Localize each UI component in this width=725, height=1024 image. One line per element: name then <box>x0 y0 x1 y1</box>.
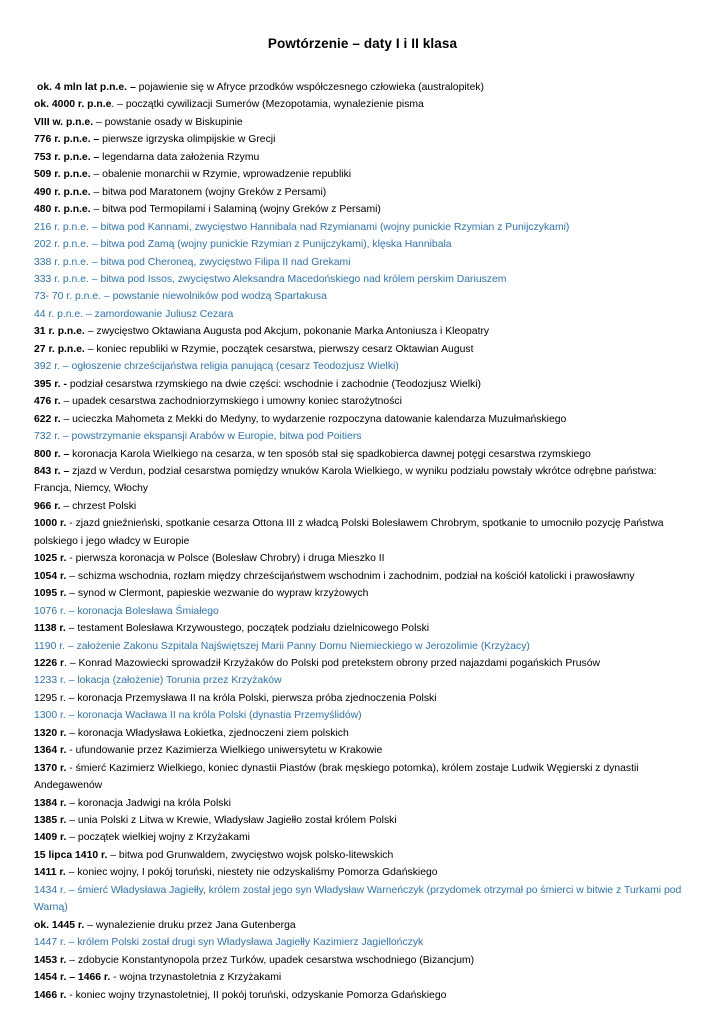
entry-date: 392 r. <box>34 361 60 373</box>
timeline-entry <box>34 149 694 166</box>
entry-description: – bitwa pod Maratonem (wojny Greków z Persami) <box>90 186 327 198</box>
entry-date: 509 r. p.n.e. <box>34 169 91 181</box>
entry-description: – unia Polski z Litwa w Krewie, Władysław Jagiełło został królem Polski <box>66 815 397 827</box>
timeline-entry <box>34 114 694 131</box>
entry-description: koronacja Karola Wielkiego na cesarza, w ten sposób stał się spadkobierca dawnej potęgi cesarstwa rzymskiego <box>69 448 591 460</box>
timeline-entry <box>34 882 694 917</box>
timeline-entry <box>34 236 694 253</box>
entry-date: 753 r. p.n.e. – <box>34 151 100 163</box>
entry-date: VIII w. p.n.e. <box>34 116 94 128</box>
entry-description: – obalenie monarchii w Rzymie, wprowadzenie republiki <box>90 169 352 181</box>
entry-date: ok. 4 mln lat p.n.e. – <box>37 82 136 93</box>
entry-date: 1466 r. <box>34 989 67 1001</box>
entry-date: 1000 r. <box>34 518 67 530</box>
entry-date: 395 r. - <box>34 378 67 390</box>
entry-date: 480 r. p.n.e. <box>34 204 91 216</box>
timeline-entry <box>34 829 694 846</box>
entry-description: - zjazd gnieźnieński, spotkanie cesarza Ottona III z władcą Polski Bolesławem Chrobrym, spotkanie to umocniło pozycję Państwa polskiego i jego władcy w Europie <box>34 518 664 547</box>
timeline-entry <box>34 323 694 340</box>
entry-description: – lokacja (założenie) Torunia przez Krzyżaków <box>65 675 282 687</box>
timeline-entry <box>34 707 694 724</box>
timeline-entry <box>34 446 694 463</box>
entry-description: . – Konrad Mazowiecki sprowadził Krzyżaków do Polski pod pretekstem obrony przed najazdami pogańskich Prusów <box>64 657 600 669</box>
entry-date: 622 r. <box>34 413 61 425</box>
entry-description: – schizma wschodnia, rozłam między chrześcijaństwem wschodnim i zachodnim, podział na kościół katolicki i prawosławny <box>66 570 635 582</box>
entry-date: ok. 4000 r. p.n.e <box>34 99 112 111</box>
entry-date: 1295 r. <box>34 692 66 704</box>
entry-description: – ucieczka Mahometa z Mekki do Medyny, to wydarzenie rozpoczyna datowanie kalendarza Muzułmańskiego <box>60 413 567 425</box>
entry-description: – zamordowanie Juliusz Cezara <box>83 308 234 320</box>
entry-description: legendarna data założenia Rzymu <box>99 151 260 163</box>
entry-date: 1454 r. – 1466 r. <box>34 972 111 984</box>
timeline-entry <box>34 620 694 637</box>
entry-description: – testament Bolesława Krzywoustego, początek podziału dzielnicowego Polski <box>65 623 430 635</box>
entry-description: – koronacja Przemysława II na króla Polski, pierwsza próba zjednoczenia Polski <box>65 692 437 704</box>
timeline-entry <box>34 498 694 515</box>
entry-description: podział cesarstwa rzymskiego na dwie części: wschodnie i zachodnie (Teodozjusz Wielki) <box>66 378 482 390</box>
entry-date: 44 r. p.n.e. <box>34 308 84 320</box>
entry-date: 1095 r. <box>34 588 67 600</box>
timeline-entry <box>34 760 694 795</box>
entry-date: 1054 r. <box>34 570 67 582</box>
entry-description: – bitwa pod Termopilami i Salaminą (wojny Greków z Persami) <box>90 204 381 216</box>
timeline-entry <box>34 96 694 113</box>
entry-description: . – początki cywilizacji Sumerów (Mezopotamia, wynalezienie pisma <box>111 99 424 111</box>
timeline-entry <box>34 463 694 498</box>
entry-date: 1226 r <box>34 657 65 669</box>
timeline-entry <box>34 585 694 602</box>
entry-date: 1409 r. <box>34 832 67 844</box>
entry-description: – wynalezienie druku przez Jana Gutenberga <box>84 919 296 931</box>
timeline-entry <box>34 847 694 864</box>
entry-date: 1411 r. <box>34 867 66 879</box>
timeline-entry <box>34 568 694 585</box>
entry-date: 15 lipca 1410 r. <box>34 849 108 861</box>
entry-description: – bitwa pod Zamą (wojny punickie Rzymian z Punijczykami), klęska Hannibala <box>88 239 452 251</box>
timeline-entry <box>34 952 694 969</box>
entry-date: 1190 r. <box>34 640 66 652</box>
entry-description: – koniec wojny, I pokój toruński, niestety nie odzyskaliśmy Pomorza Gdańskiego <box>65 867 438 879</box>
timeline-entry <box>34 201 694 218</box>
entry-date: 1447 r. <box>34 937 66 949</box>
timeline-entry <box>34 550 694 567</box>
timeline-entry <box>34 393 694 410</box>
entry-description: – początek wielkiej wojny z Krzyżakami <box>66 832 250 844</box>
entry-date: 966 r. <box>34 500 61 512</box>
timeline-entry <box>34 655 694 672</box>
entry-date: 1370 r. <box>34 762 67 774</box>
entry-date: 202 r. p.n.e. <box>34 239 89 251</box>
timeline-entry <box>34 271 694 288</box>
entry-description: – powstanie niewolników pod wodzą Spartakusa <box>101 291 327 303</box>
entry-description: – upadek cesarstwa zachodniorzymskiego i umowny koniec starożytności <box>60 396 402 408</box>
entry-date: 800 r. – <box>34 448 70 460</box>
entry-description: - ufundowanie przez Kazimierza Wielkiego uniwersytetu w Krakowie <box>66 745 383 757</box>
entry-date: 1320 r. <box>34 727 67 739</box>
entry-description: – koronacja Jadwigi na króla Polski <box>66 797 231 809</box>
entry-date: 333 r. p.n.e. <box>34 273 89 285</box>
timeline-entry <box>34 376 694 393</box>
timeline-entry <box>34 638 694 655</box>
entry-date: 1364 r. <box>34 745 67 757</box>
timeline-entry <box>34 288 694 305</box>
timeline-entry <box>34 603 694 620</box>
entry-date: 1138 r. <box>34 623 66 635</box>
entry-description: – bitwa pod Cheroneą, zwycięstwo Filipa II nad Grekami <box>88 256 351 268</box>
entry-description: pierwsze igrzyska olimpijskie w Grecji <box>99 134 276 146</box>
entry-description: – ogłoszenie chrześcijaństwa religia panującą (cesarz Teodozjusz Wielki) <box>60 361 399 373</box>
entry-description: – śmierć Władysława Jagiełły, królem został jego syn Władysław Warneńczyk (przydomek otrzymał po śmierci w bitwie z Turkami pod Warną) <box>34 884 682 914</box>
timeline-entry <box>34 812 694 829</box>
timeline-entry <box>34 79 694 96</box>
timeline-entry <box>34 725 694 742</box>
entry-date: 776 r. p.n.e. – <box>34 134 100 146</box>
entry-description: – zwycięstwo Oktawiana Augusta pod Akcjum, pokonanie Marka Antoniusza i Kleopatry <box>84 326 490 338</box>
entry-description: - wojna trzynastoletnia z Krzyżakami <box>110 972 282 984</box>
entry-date: 338 r. p.n.e. <box>34 256 89 268</box>
timeline-entry <box>34 934 694 951</box>
entry-description: – zdobycie Konstantynopola przez Turków, upadek cesarstwa wschodniego (Bizancjum) <box>66 954 475 966</box>
timeline-entry <box>34 742 694 759</box>
timeline-entry <box>34 917 694 934</box>
entry-description: – koronacja Wacława II na króla Polski (dynastia Przemyślidów) <box>65 710 362 722</box>
entry-description: – bitwa pod Issos, zwycięstwo Aleksandra Macedońskiego nad królem perskim Dariuszem <box>88 273 507 285</box>
entry-description: – powstrzymanie ekspansji Arabów w Europie, bitwa pod Poitiers <box>60 431 362 443</box>
entry-description: – koniec republiki w Rzymie, początek cesarstwa, pierwszy cesarz Oktawian August <box>84 343 474 355</box>
timeline-entry <box>34 987 694 1004</box>
entry-date: 1025 r. <box>34 553 67 565</box>
entry-description: zjazd w Verdun, podział cesarstwa pomiędzy wnuków Karola Wielkiego, w wyniku podziału powstały wkrótce odrębne państwa: Francja, Niemcy, Włochy <box>34 465 657 495</box>
timeline-entry <box>34 184 694 201</box>
timeline-entry <box>34 428 694 445</box>
entry-description: - pierwsza koronacja w Polsce (Bolesław Chrobry) i druga Mieszko II <box>66 553 385 565</box>
entry-date: ok. 1445 r. <box>34 919 85 931</box>
entry-date: 216 r. p.n.e. <box>34 221 89 233</box>
entry-date: 1434 r. <box>34 884 66 896</box>
entry-description: – powstanie osady w Biskupinie <box>93 116 243 128</box>
timeline-entry <box>34 219 694 236</box>
timeline-entry <box>34 672 694 689</box>
timeline-entry <box>34 166 694 183</box>
entry-date: 1233 r. <box>34 675 66 687</box>
timeline-entry <box>34 864 694 881</box>
entry-description: – chrzest Polski <box>60 500 137 512</box>
entry-description: - śmierć Kazimierz Wielkiego, koniec dynastii Piastów (brak męskiego potomka), królem zostaje Ludwik Węgierski z dynastii Andegawenów <box>34 762 639 792</box>
timeline-entry <box>34 358 694 375</box>
entry-date: 1385 r. <box>34 815 67 827</box>
entry-date: 1300 r. <box>34 710 66 722</box>
timeline-entry <box>34 515 694 550</box>
entry-date: 31 r. p.n.e. <box>34 326 85 338</box>
entry-description: – koronacja Bolesława Śmiałego <box>65 605 219 617</box>
timeline-entry <box>34 306 694 323</box>
entry-description: – koronacja Władysława Łokietka, zjednoczeni ziem polskich <box>66 727 349 739</box>
timeline-entry <box>34 254 694 271</box>
entry-description: - koniec wojny trzynastoletniej, II pokój toruński, odzyskanie Pomorza Gdańskiego <box>66 989 447 1001</box>
timeline-entry <box>34 690 694 707</box>
entry-date: 73- 70 r. p.n.e. <box>34 291 102 303</box>
timeline-entry <box>34 795 694 812</box>
entry-description: – założenie Zakonu Szpitala Najświętszej Marii Panny Domu Niemieckiego w Jerozolimie (Krzyżacy) <box>65 640 530 652</box>
entry-date: 1384 r. <box>34 797 67 809</box>
entry-date: 490 r. p.n.e. <box>34 186 91 198</box>
entry-description: – bitwa pod Kannami, zwycięstwo Hannibala nad Rzymianami (wojny punickie Rzymian z Punijczykami) <box>88 221 570 233</box>
entry-date: 1076 r. <box>34 605 66 617</box>
entry-date: 843 r. – <box>34 465 70 477</box>
timeline-list <box>34 79 694 1004</box>
timeline-entry <box>34 969 694 986</box>
timeline-entry <box>34 341 694 358</box>
timeline-entry <box>34 131 694 148</box>
entry-date: 27 r. p.n.e. <box>34 343 85 355</box>
entry-description: – synod w Clermont, papieskie wezwanie do wypraw krzyżowych <box>66 588 369 600</box>
entry-description: – bitwa pod Grunwaldem, zwycięstwo wojsk polsko-litewskich <box>107 849 394 861</box>
entry-date: 1453 r. <box>34 954 67 966</box>
timeline-entry <box>34 411 694 428</box>
entry-description: – królem Polski został drugi syn Władysława Jagiełły Kazimierz Jagiellończyk <box>65 937 424 949</box>
entry-description: pojawienie się w Afryce przodków współczesnego człowieka (australopitek) <box>135 82 484 93</box>
entry-date: 476 r. <box>34 396 61 408</box>
entry-date: 732 r. <box>34 431 60 443</box>
page-title: Powtórzenie – daty I i II klasa <box>267 36 458 51</box>
